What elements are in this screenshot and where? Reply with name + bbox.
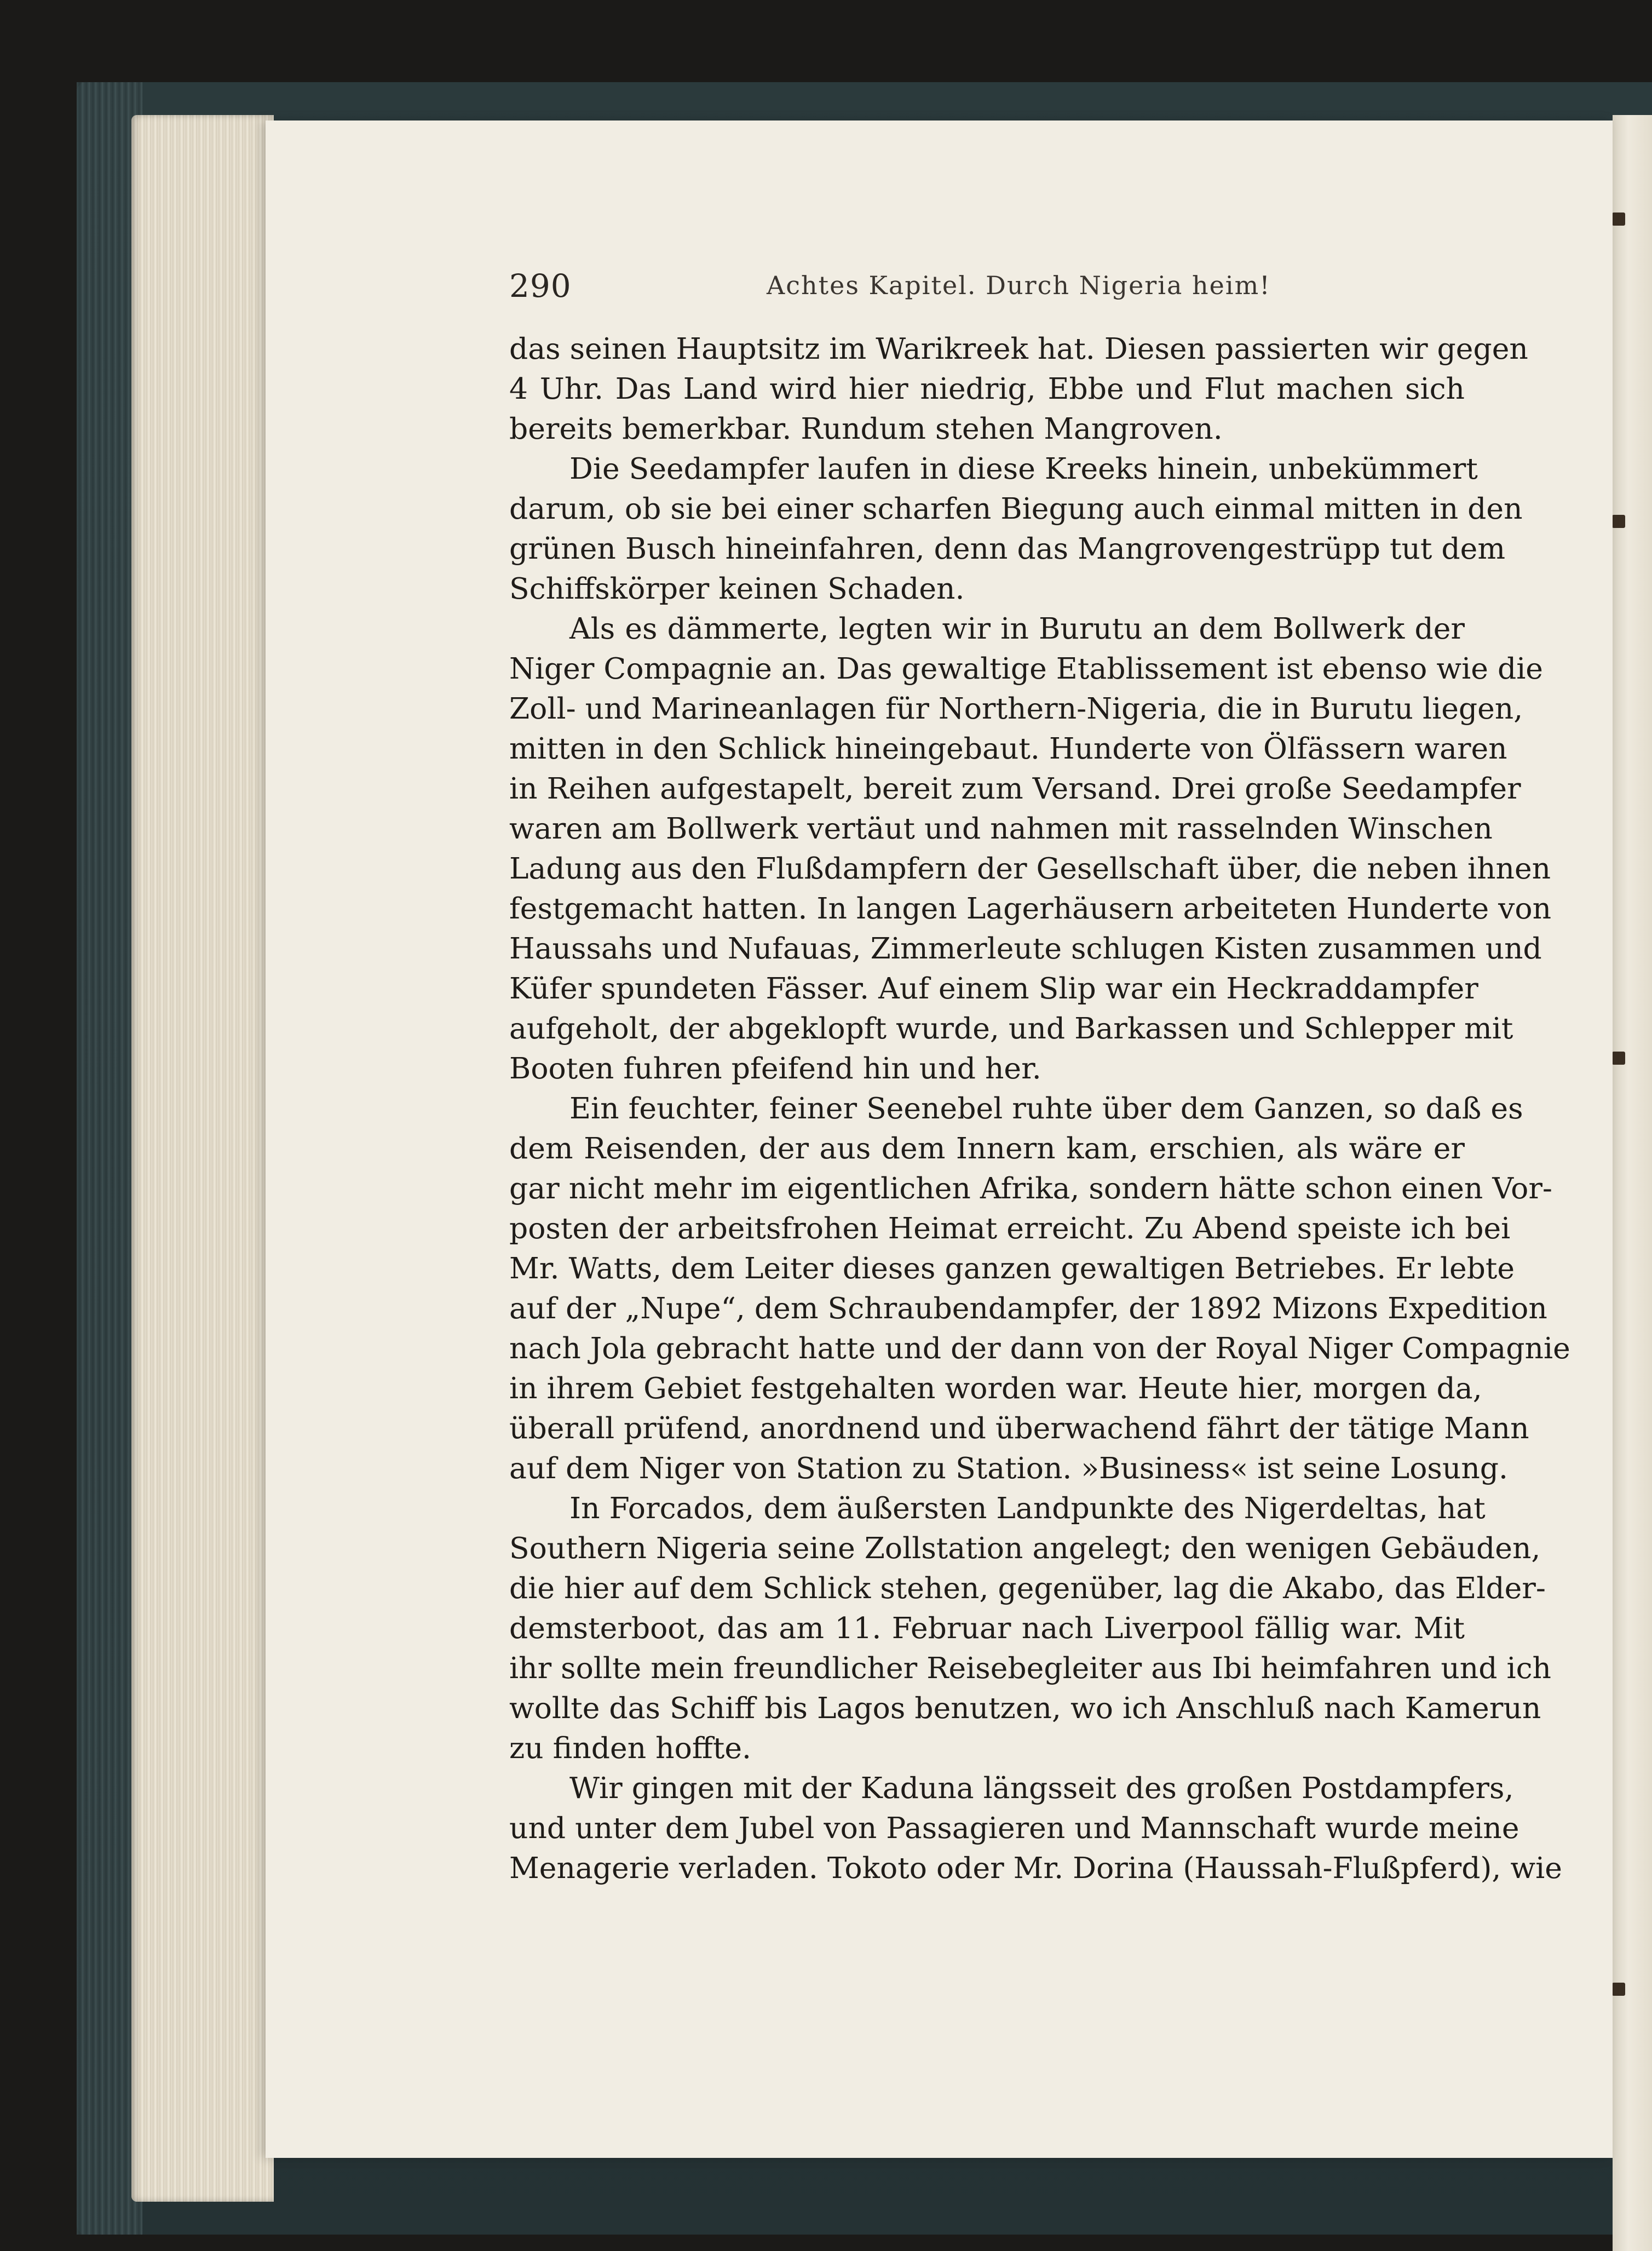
paragraph <box>509 1768 1562 1888</box>
text-line: waren am Bollwerk vertäut und nahmen mit rasselnden Winschen <box>509 811 1493 846</box>
text-line: Schiffskörper keinen Schaden. <box>509 571 965 606</box>
text-line: Southern Nigeria seine Zollstation angelegt; den wenigen Gebäuden, <box>509 1531 1541 1565</box>
text-line: In Forcados, dem äußersten Landpunkte des Nigerdeltas, hat <box>569 1491 1486 1525</box>
page-header <box>509 267 1467 306</box>
paragraph <box>509 329 1528 449</box>
text-line: in ihrem Gebiet festgehalten worden war. Heute hier, morgen da, <box>509 1371 1482 1405</box>
text-line: auf der „Nupe“, dem Schraubendampfer, der 1892 Mizons Expedition <box>509 1291 1547 1325</box>
text-line: dem Reisenden, der aus dem Innern kam, erschien, als wäre er <box>509 1131 1465 1165</box>
text-line: 4 Uhr. Das Land wird hier niedrig, Ebbe und Flut machen sich <box>509 371 1465 406</box>
text-line: Mr. Watts, dem Leiter dieses ganzen gewaltigen Betriebes. Er lebte <box>509 1251 1515 1285</box>
text-line: posten der arbeitsfrohen Heimat erreicht. Zu Abend speiste ich bei <box>509 1211 1511 1245</box>
text-line: und unter dem Jubel von Passagieren und Mannschaft wurde meine <box>509 1811 1519 1845</box>
text-line: Menagerie verladen. Tokoto oder Mr. Dorina (Haussah-Flußpferd), wie <box>509 1851 1562 1885</box>
text-line: ihr sollte mein freundlicher Reisebegleiter aus Ibi heimfahren und ich <box>509 1651 1552 1685</box>
page-number: 290 <box>509 267 572 305</box>
binding-thread-mark <box>1612 213 1625 226</box>
text-line: Zoll- und Marineanlagen für Northern-Nigeria, die in Burutu liegen, <box>509 691 1523 726</box>
text-line: Haussahs und Nufauas, Zimmerleute schlugen Kisten zusammen und <box>509 931 1542 966</box>
text-line: Küfer spundeten Fässer. Auf einem Slip war ein Heckraddampfer <box>509 971 1478 1006</box>
body-text <box>509 329 1570 1888</box>
paragraph <box>509 608 1552 1088</box>
text-line: darum, ob sie bei einer scharfen Biegung auch einmal mitten in den <box>509 491 1523 526</box>
text-line: überall prüfend, anordnend und überwachend fährt der tätige Mann <box>509 1411 1529 1445</box>
paragraph <box>509 449 1523 608</box>
text-line: wollte das Schiff bis Lagos benutzen, wo ich Anschluß nach Kamerun <box>509 1691 1541 1725</box>
text-line: Ein feuchter, feiner Seenebel ruhte über dem Ganzen, so daß es <box>569 1091 1523 1126</box>
text-line: gar nicht mehr im eigentlichen Afrika, sondern hätte schon einen Vor- <box>509 1171 1552 1205</box>
text-line: zu finden hoffte. <box>509 1731 752 1765</box>
text-line: aufgeholt, der abgeklopft wurde, und Barkassen und Schlepper mit <box>509 1011 1513 1046</box>
binding-thread-mark <box>1612 1983 1625 1996</box>
book-gutter <box>1613 115 1652 2251</box>
text-line: das seinen Hauptsitz im Warikreek hat. Diesen passierten wir gegen <box>509 331 1528 366</box>
text-line: die hier auf dem Schlick stehen, gegenüber, lag die Akabo, das Elder- <box>509 1571 1546 1605</box>
text-line: nach Jola gebracht hatte und der dann von der Royal Niger Compagnie <box>509 1331 1570 1365</box>
paragraph <box>509 1488 1552 1768</box>
text-line: Wir gingen mit der Kaduna längsseit des großen Postdampfers, <box>569 1771 1514 1805</box>
text-line: Die Seedampfer laufen in diese Kreeks hinein, unbekümmert <box>569 451 1478 486</box>
text-line: grünen Busch hineinfahren, denn das Mangrovengestrüpp tut dem <box>509 531 1506 566</box>
text-line: Als es dämmerte, legten wir in Burutu an dem Bollwerk der <box>569 611 1465 646</box>
text-line: festgemacht hatten. In langen Lagerhäusern arbeiteten Hunderte von <box>509 891 1552 926</box>
text-line: mitten in den Schlick hineingebaut. Hunderte von Ölfässern waren <box>509 731 1507 766</box>
page-stack-edges <box>131 115 274 2202</box>
binding-thread-mark <box>1612 1052 1625 1065</box>
running-head: Achtes Kapitel. Durch Nigeria heim! <box>767 271 1271 300</box>
text-line: bereits bemerkbar. Rundum stehen Mangroven. <box>509 411 1223 446</box>
binding-thread-mark <box>1612 515 1625 528</box>
text-line: auf dem Niger von Station zu Station. »Business« ist seine Losung. <box>509 1451 1509 1485</box>
text-line: in Reihen aufgestapelt, bereit zum Versand. Drei große Seedampfer <box>509 771 1521 806</box>
text-line: Niger Compagnie an. Das gewaltige Etablissement ist ebenso wie die <box>509 651 1543 686</box>
text-line: Booten fuhren pfeifend hin und her. <box>509 1051 1041 1086</box>
text-line: demsterboot, das am 11. Februar nach Liverpool fällig war. Mit <box>509 1611 1465 1645</box>
paragraph <box>509 1088 1570 1488</box>
text-line: Ladung aus den Flußdampfern der Gesellschaft über, die neben ihnen <box>509 851 1551 886</box>
